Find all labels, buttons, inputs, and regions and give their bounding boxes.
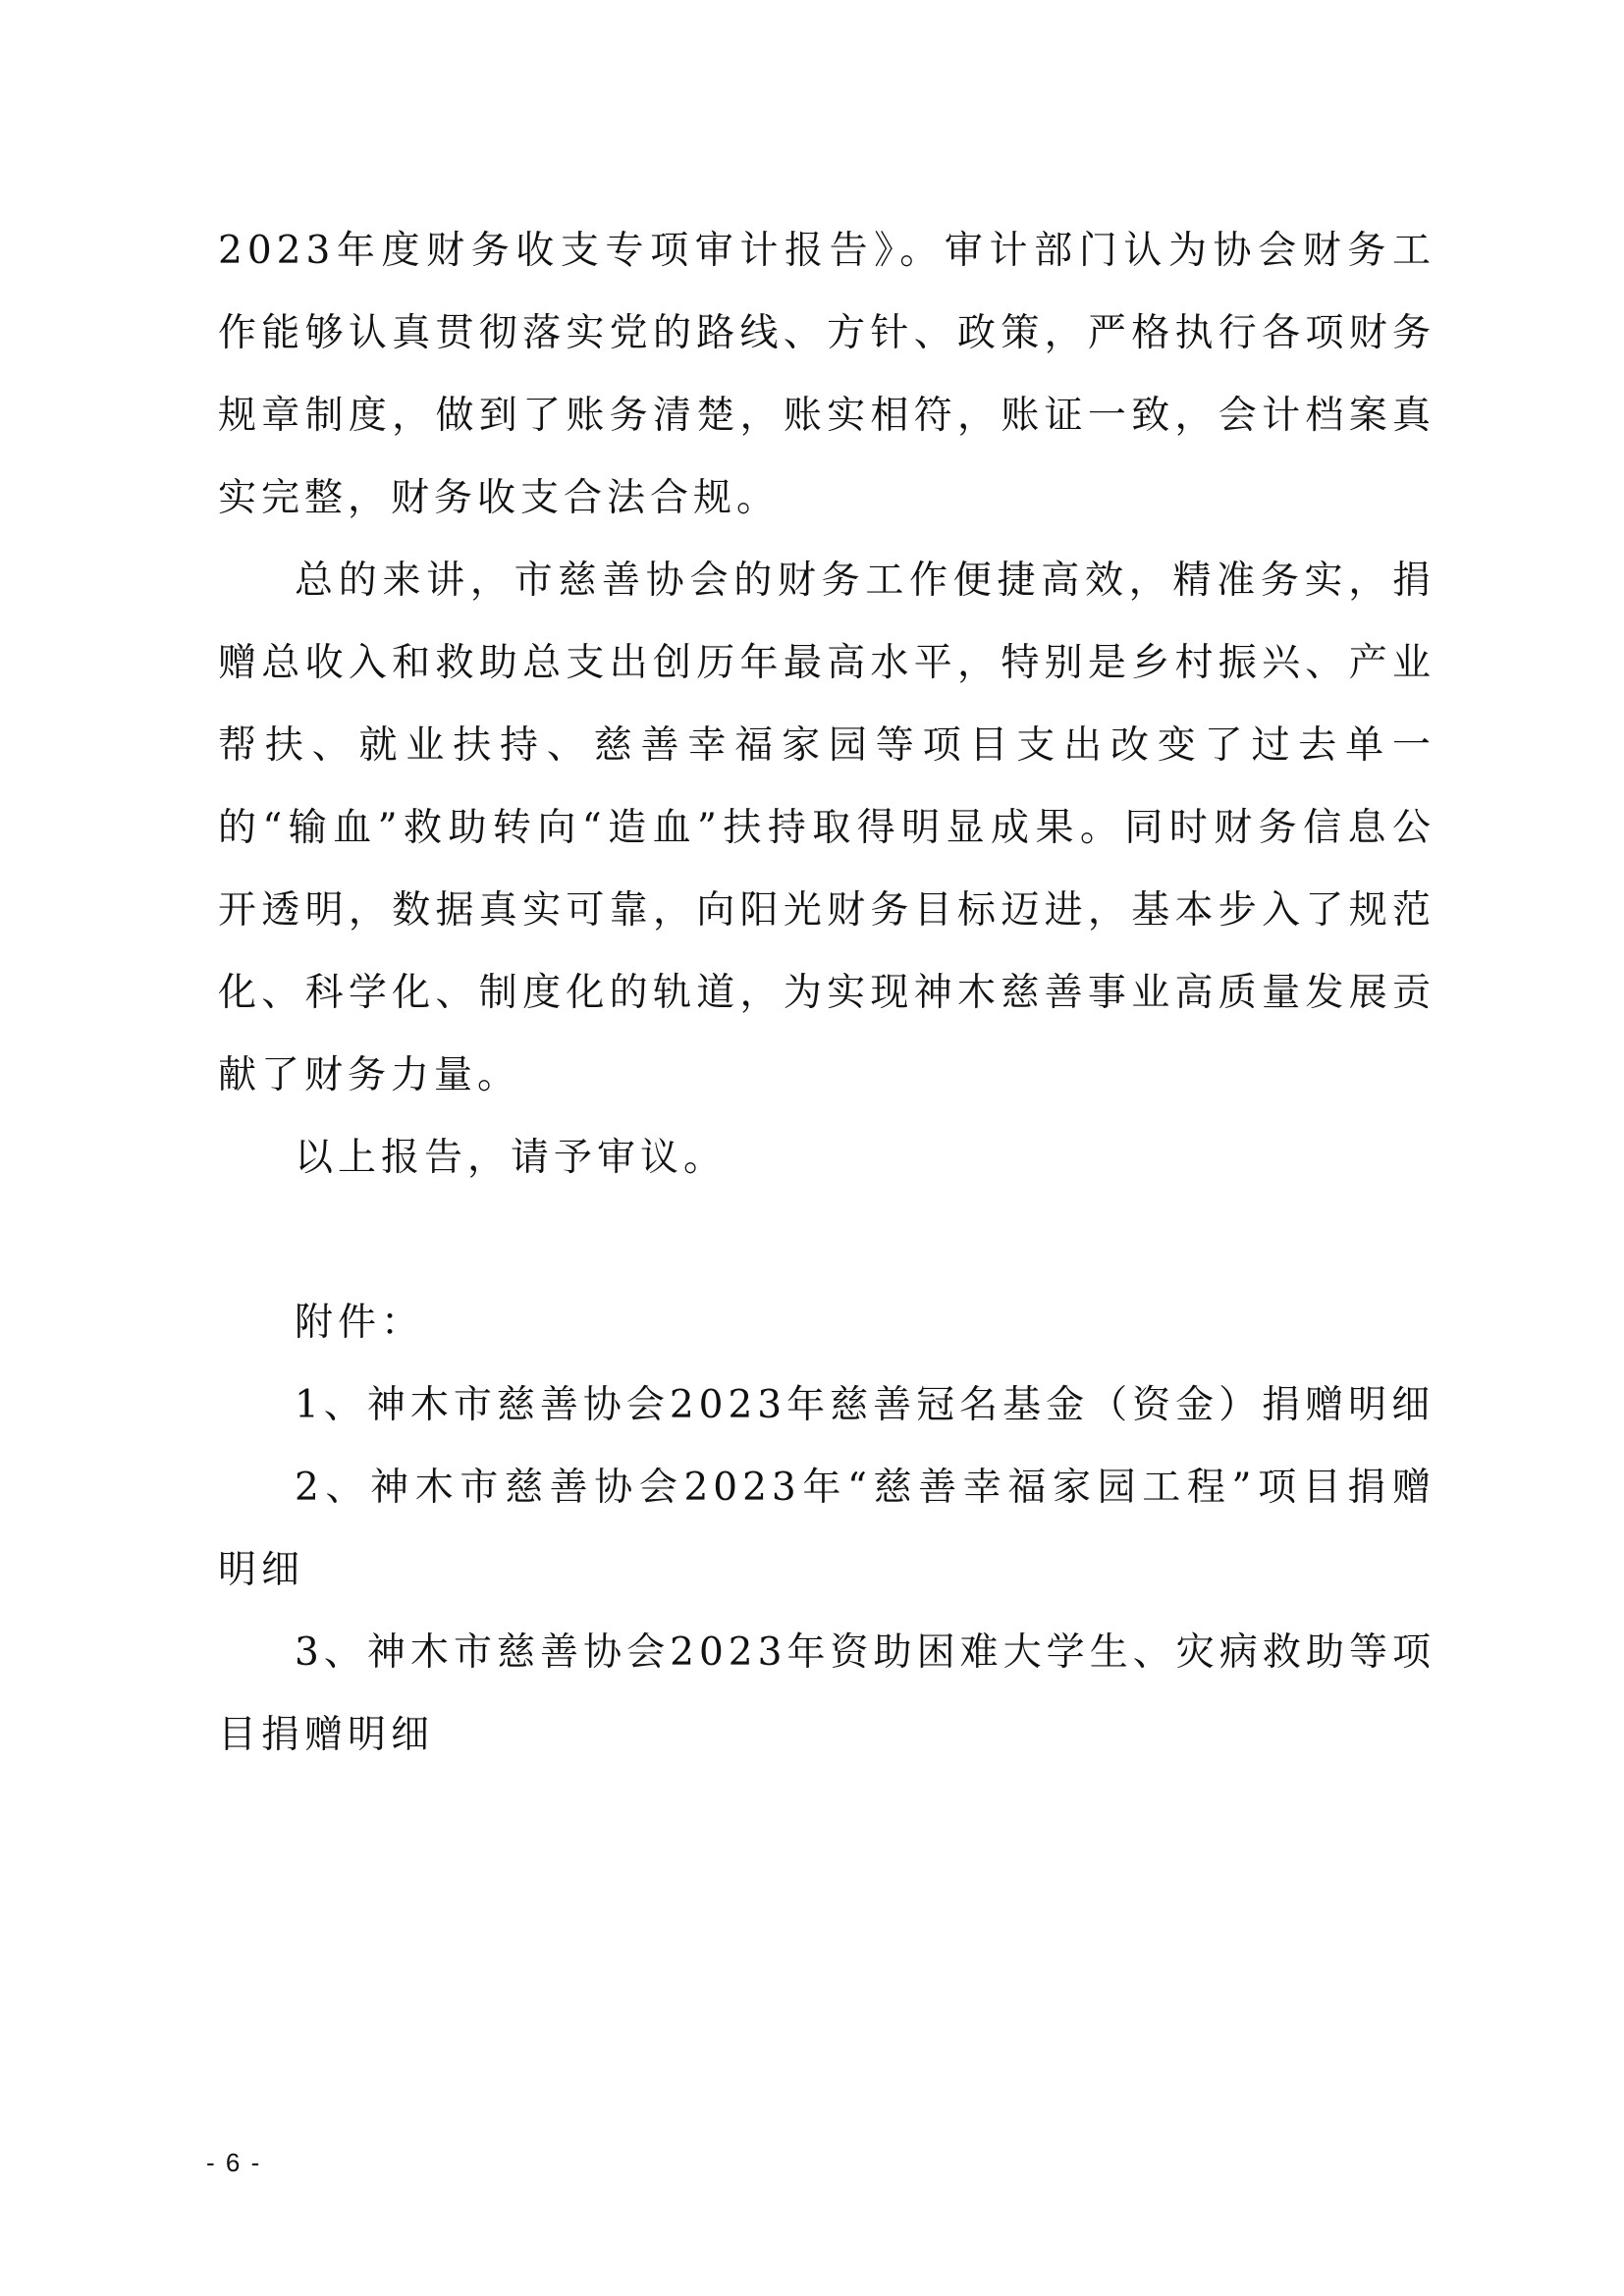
page-number: - 6 -: [206, 2148, 262, 2177]
paragraph-audit-continuation: 2023年度财务收支专项审计报告》。审计部门认为协会财务工作能够认真贯彻落实党的路线、方针、政策，严格执行各项财务规章制度，做到了账务清楚，账实相符，账证一致，会计档案真实完整，财务收支合法合规。: [218, 229, 1435, 520]
attachment-item-3: 3、神木市慈善协会2023年资助困难大学生、灾病救助等项目捐赠明细: [218, 1630, 1435, 1757]
attachment-item-1: 1、神木市慈善协会2023年慈善冠名基金（资金）捐赠明细: [295, 1383, 1435, 1427]
section-spacer: [218, 1200, 1435, 1282]
paragraph-closing: 以上报告，请予审议。: [295, 1136, 728, 1180]
attachment-item-2: 2、神木市慈善协会2023年“慈善幸福家园工程”项目捐赠明细: [218, 1466, 1435, 1592]
paragraph-summary: 总的来讲，市慈善协会的财务工作便捷高效，精准务实，捐赠总收入和救助总支出创历年最高水平，特别是乡村振兴、产业帮扶、就业扶持、慈善幸福家园等项目支出改变了过去单一的“输血”救助转向“造血”扶持取得明显成果。同时财务信息公开透明，数据真实可靠，向阳光财务目标迈进，基本步入了规范化、科学化、制度化的轨道，为实现神木慈善事业高质量发展贡献了财务力量。: [218, 559, 1435, 1097]
attachments-heading: 附件：: [295, 1301, 425, 1345]
document-body: [218, 210, 1435, 1777]
